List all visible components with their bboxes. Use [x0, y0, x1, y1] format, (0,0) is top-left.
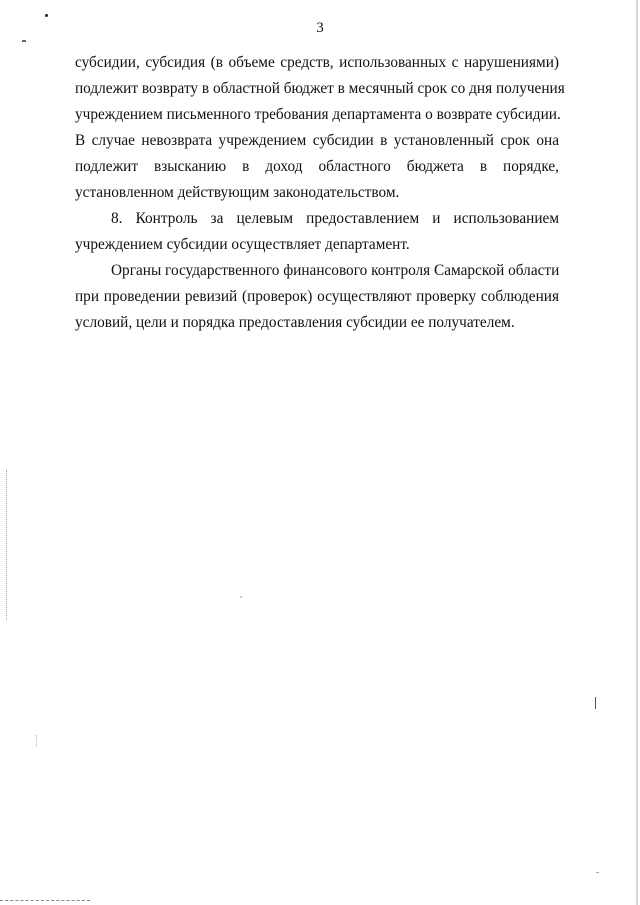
scan-right-mark-artifact [595, 697, 596, 709]
paragraph-line: В случае невозврата учреждением субсидии в установленный срок она [75, 132, 559, 150]
paragraph-financial-control [75, 258, 559, 336]
scan-speck-artifact [240, 596, 242, 598]
paragraph-control-clause [75, 206, 559, 258]
scan-dot-artifact [45, 14, 48, 17]
scan-left-edge-artifact [36, 735, 38, 747]
paragraph-line: условий, цели и порядка предоставления субсидии ее получателем. [75, 314, 515, 332]
paragraph-line: учреждением субсидии осуществляет департамент. [75, 236, 410, 254]
paragraph-line: 8. Контроль за целевым предоставлением и использованием [111, 210, 559, 227]
scan-left-edge-artifact [6, 470, 8, 620]
scan-tick-artifact [22, 40, 26, 42]
paragraph-line: при проведении ревизий (проверок) осуществляют проверку соблюдения [75, 288, 559, 306]
paragraph-line: учреждением письменного требования департамента о возврате субсидии. [75, 106, 561, 124]
scan-speck-artifact [596, 872, 599, 873]
paragraph-line: подлежит возврату в областной бюджет в месячный срок со дня получения [75, 80, 565, 98]
paragraph-line: Органы государственного финансового контроля Самарской области [111, 262, 560, 279]
scan-right-border [636, 0, 638, 905]
page-number: 3 [316, 20, 324, 36]
paragraph-line: подлежит взысканию в доход областного бюджета в порядке, [75, 158, 559, 176]
paragraph-line: установленном действующим законодательством. [75, 184, 400, 202]
paragraph-line: субсидии, субсидия (в объеме средств, использованных с нарушениями) [75, 54, 559, 71]
scan-bottom-strip [0, 900, 90, 903]
paragraph-subsidy-return [75, 50, 565, 207]
